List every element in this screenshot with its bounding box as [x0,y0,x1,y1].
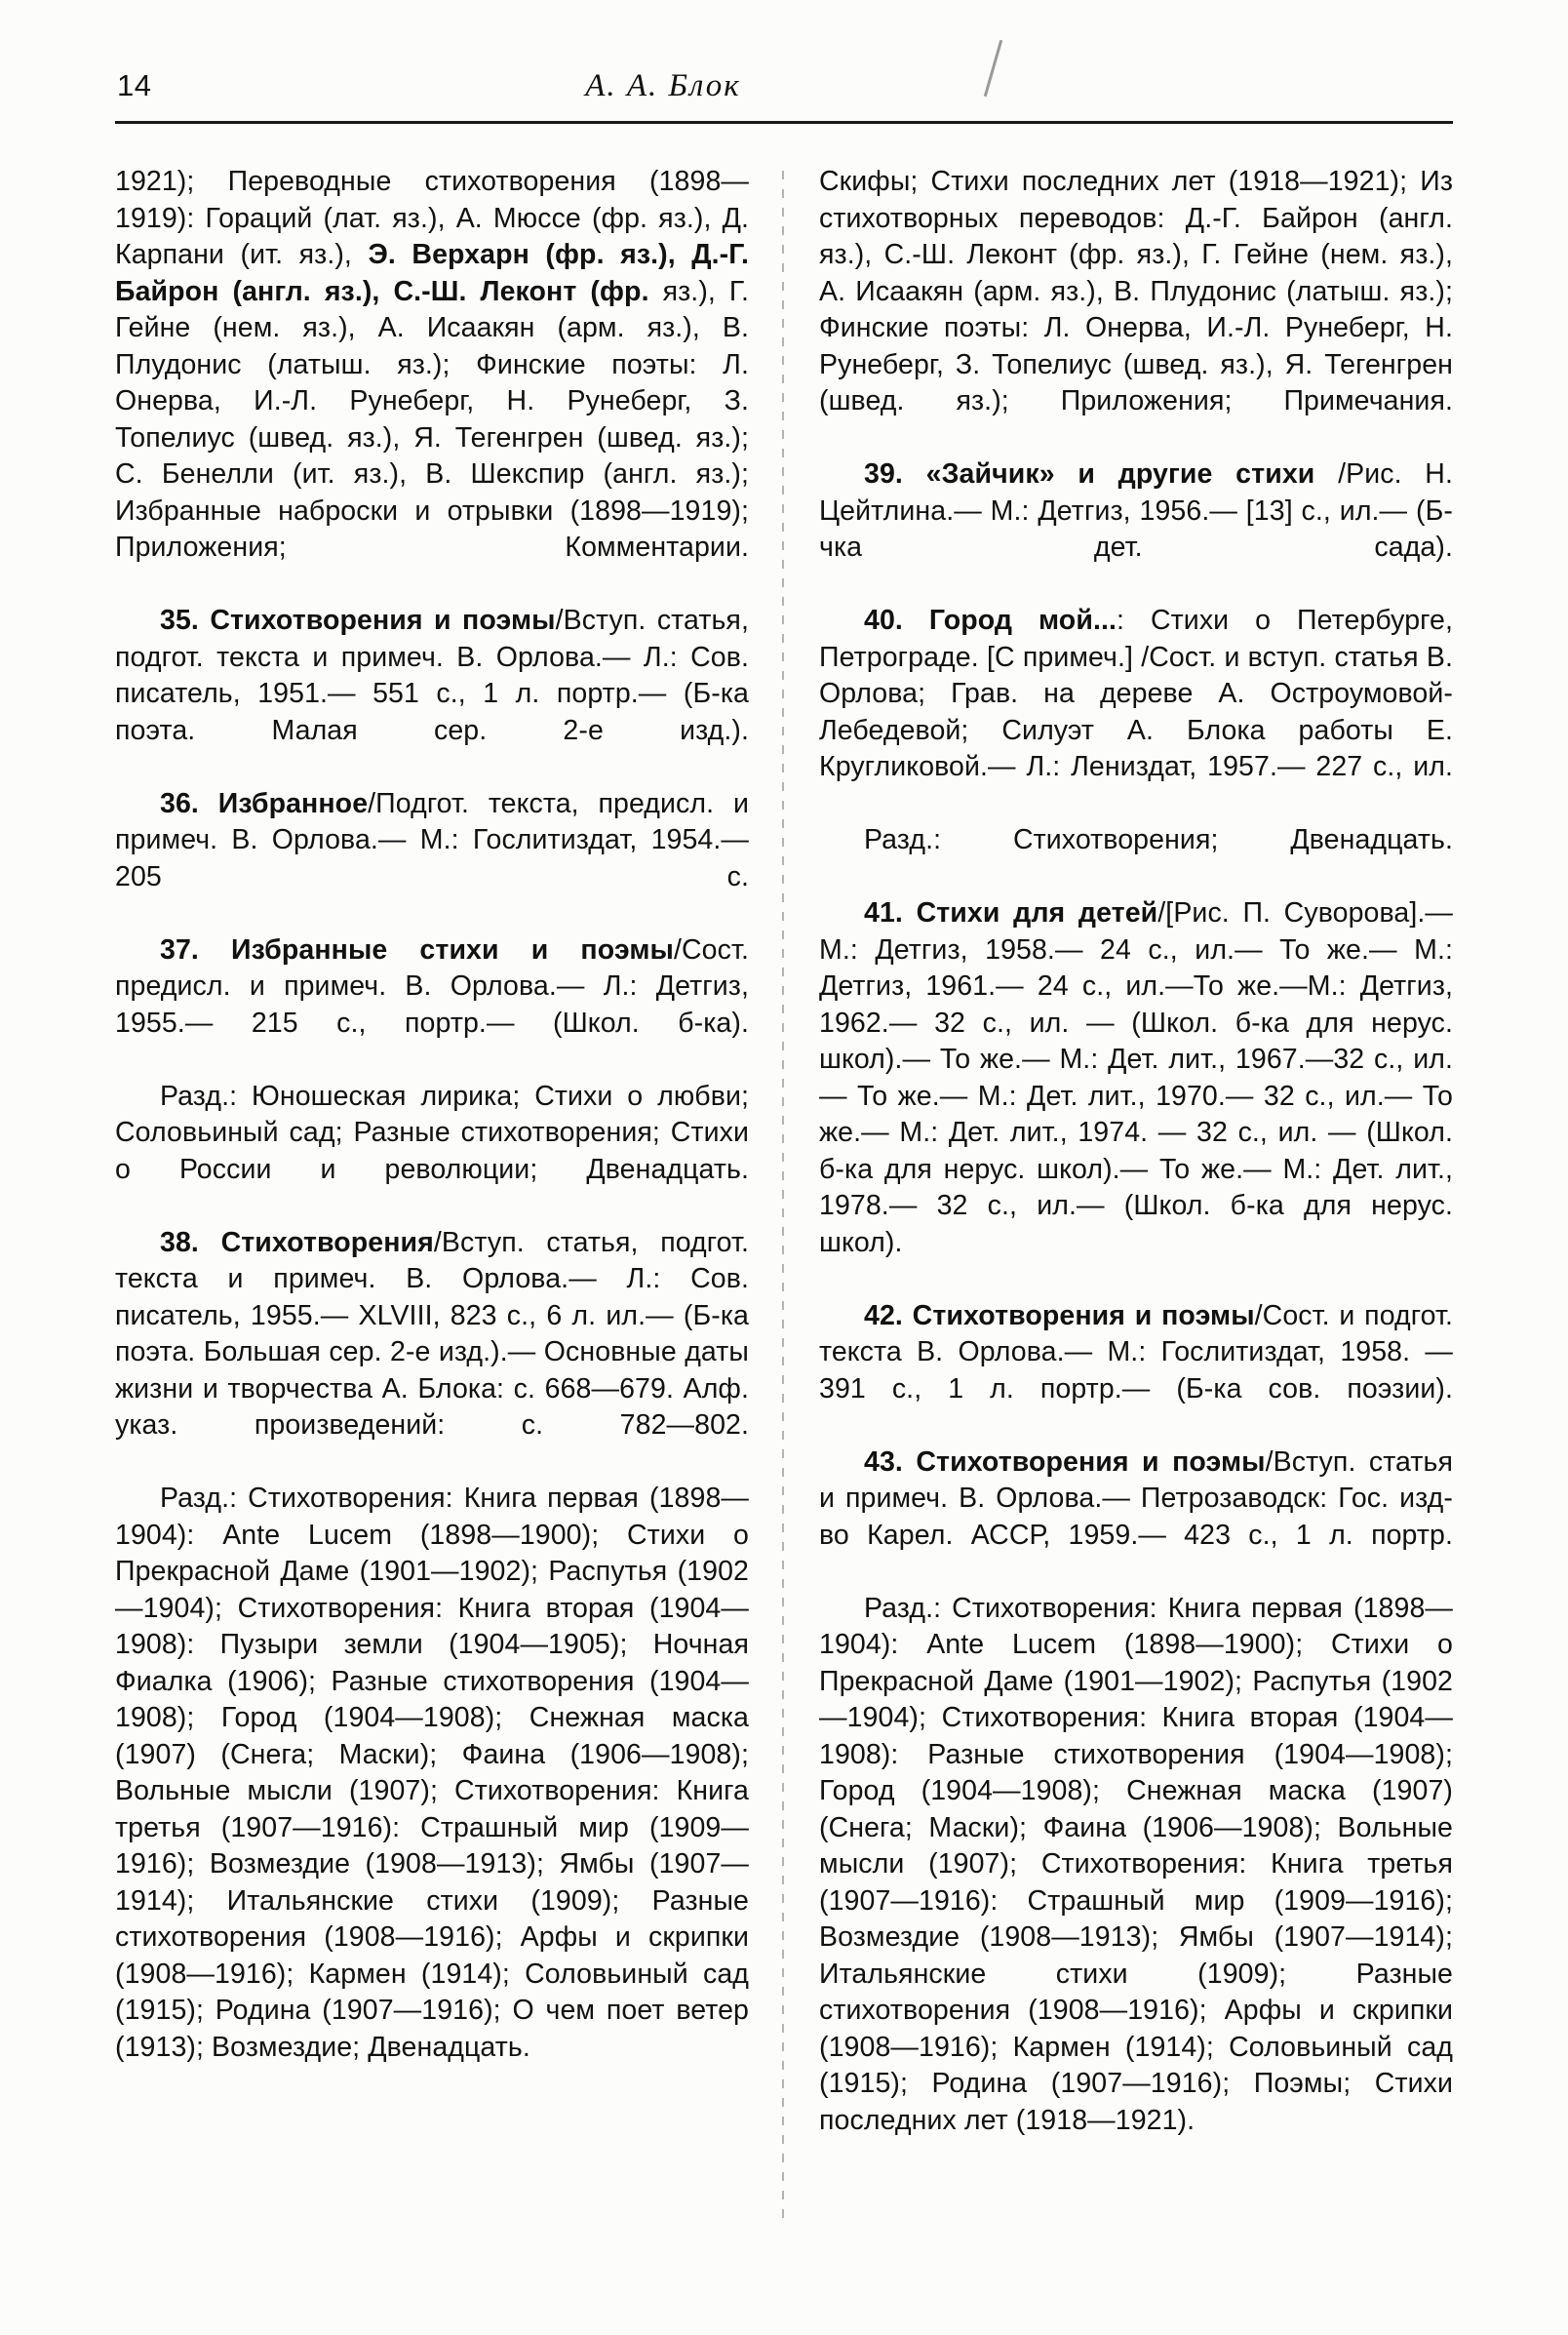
entry-title: Стихотворения и поэмы [912,1299,1255,1331]
entry-number: 39. [864,458,903,490]
entry-rest: /Вступ. статья, подгот. текста и примеч. В. Орлова.— Л.: Сов. писатель, 1951.— 551 с., 1 л. портр.— (Б-ка поэта. Малая сер. 2-е изд.). [115,605,749,746]
bibliography-entry-42 [819,1298,1453,1445]
entry-title: «Зайчик» и другие стихи [925,458,1315,490]
text-run: Разд.: Стихотворения; Двенадцать. [864,824,1453,855]
entry-rest: /[Рис. П. Суворова].— М.: Детгиз, 1958.— 24 с., ил.— То же.— М.: Детгиз, 1961.— 24 с., ил.—То же.—М.: Детгиз, 1962.— 32 с., ил. — (Школ. б-ка для нерус. школ).— То же.— М.: Дет. лит., 1967.—32 с., ил.— То же.— М.: Дет. лит., 1970.— 32 с., ил.— То же.— М.: Дет. лит., 1974. — 32 с., ил. — (Школ. б-ка для нерус. школ).— То же.— М.: Дет. лит., 1978.— 32 с., ил.— (Школ. б-ка для нерус. школ). [819,897,1453,1258]
bibliography-entry-40 [819,603,1453,822]
entry-rest: /Вступ. статья, подгот. текста и примеч. В. Орлова.— Л.: Сов. писатель, 1955.— XLVIII, 823 с., 6 л. ил.— (Б-ка поэта. Большая сер. 2-е изд.).— Основные даты жизни и творчества А. Блока: с. 668—679. Алф. указ. произведений: с. 782—802. [115,1226,749,1441]
text-run: Разд.: Стихотворения: Книга первая (1898—1904): Ante Lucem (1898—1900); Стихи о Прекрасной Даме (1901—1902); Распутья (1902—1904); Стихотворения: Книга вторая (1904—1908): Разные стихотворения (1904—1908); Город (1904—1908); Снежная маска (1907) (Снега; Маски); Фаина (1906—1908); Вольные мысли (1907); Стихотворения: Книга третья (1907—1916): Страшный мир (1909—1916); Возмездие (1908—1913); Ямбы (1907—1914); Итальянские стихи (1909); Разные стихотворения (1908—1916); Арфы и скрипки (1908—1916); Кармен (1914); Соловьиный сад (1915); Родина (1907—1916); Поэмы; Стихи последних лет (1918—1921). [819,1592,1453,2136]
bibliography-entry-35 [115,603,749,786]
text-run: Разд.: Юношеская лирика; Стихи о любви; Соловьиный сад; Разные стихотворения; Стихи о России и революции; Двенадцать. [115,1080,749,1185]
entry-rest: /Подгот. текста, предисл. и примеч. В. Орлова.— М.: Гослитиздат, 1954.— 205 с. [115,787,749,892]
entry-number: 43. [864,1445,903,1478]
entry-title: Город мой... [928,605,1117,636]
page-number: 14 [117,68,152,102]
bibliography-entry-38 [115,1225,749,1482]
paragraph-continuation [819,164,1453,456]
bibliography-entry-36 [115,786,749,932]
entry-title: Стихотворения и поэмы [916,1445,1266,1478]
left-column [115,164,749,2251]
paragraph-continuation [115,164,749,603]
entry-title: Избранное [217,787,369,819]
entry-number: 40. [864,605,903,636]
contents-note-38 [115,1481,749,2066]
entry-rest: /Сост. и подгот. текста В. Орлова.— М.: Гослитиздат, 1958. — 391 с., 1 л. портр.— (Б-ка сов. поэзии). [819,1299,1453,1405]
entry-number: 35. [160,605,199,636]
entry-rest: : Стихи о Петербурге, Петрограде. [С примеч.] /Сост. и вступ. статья В. Орлова; Грав. на дереве А. Остроумовой-Лебедевой; Силуэт А. Блока работы Е. Кругликовой.— Л.: Лениздат, 1957.— 227 с., ил. [819,605,1453,782]
entry-title: Стихотворения и поэмы [210,605,556,636]
entry-rest: /Рис. Н. Цейтлина.— М.: Детгиз, 1956.— [13] с., ил.— (Б-чка дет. сада). [819,458,1453,563]
entry-title: Избранные стихи и поэмы [231,933,674,966]
entry-number: 37. [160,933,199,966]
header-rule [115,121,1453,124]
two-column-body [115,164,1453,2251]
text-run: Скифы; Стихи последних лет (1918—1921); Из стихотворных переводов: Д.-Г. Байрон (англ. яз.), С.-Ш. Леконт (фр. яз.), Г. Гейне (нем. яз.), А. Исаакян (арм. яз.), В. Плудонис (латыш. яз.); Финские поэты: Л. Онерва, И.-Л. Рунеберг, Н. Рунеберг, З. Топелиус (швед. яз.), Я. Тегенгрен (швед. яз.); Приложения; Примечания. [819,166,1453,416]
contents-note-43 [819,1591,1453,2140]
text-run: 1921); Переводные стихотворения (1898—1919): Гораций (лат. яз.), А. Мюссе (фр. яз.), Д. Карпани (ит. яз.), Э. Верхарн (фр. яз.), Д.-Г. Байрон (англ. яз.), С.-Ш. Леконт (фр. яз.), Г. Гейне (нем. яз.), А. Исаакян (арм. яз.), В. Плудонис (латыш. яз.); Финские поэты: Л. Онерва, И.-Л. Рунеберг, Н. Рунеберг, З. Топелиус (швед. яз.), Я. Тегенгрен (швед. яз.); С. Бенелли (ит. яз.), В. Шекспир (англ. яз.); Избранные наброски и отрывки (1898—1919); Приложения; Комментарии. [115,166,749,563]
page-header [117,68,1453,107]
bibliography-entry-41 [819,895,1453,1298]
contents-note-40 [819,822,1453,895]
entry-title: Стихи для детей [916,897,1158,929]
bibliography-entry-39 [819,456,1453,603]
entry-title: Стихотворения [220,1226,434,1258]
entry-rest: /Сост. предисл. и примеч. В. Орлова.— Л.: Детгиз, 1955.— 215 с., портр.— (Школ. б-ка). [115,933,749,1039]
entry-number: 38. [160,1226,199,1258]
contents-note-37 [115,1079,749,1225]
text-run: Разд.: Стихотворения: Книга первая (1898—1904): Ante Lucem (1898—1900); Стихи о Прекрасной Даме (1901—1902); Распутья (1902—1904); Стихотворения: Книга вторая (1904—1908): Пузыри земли (1904—1905); Ночная Фиалка (1906); Разные стихотворения (1904—1908); Город (1904—1908); Снежная маска (1907) (Снега; Маски); Фаина (1906—1908); Вольные мысли (1907); Стихотворения: Книга третья (1907—1916): Страшный мир (1909—1916); Возмездие (1908—1913); Ямбы (1907—1914); Итальянские стихи (1909); Разные стихотворения (1908—1916); Арфы и скрипки (1908—1916); Кармен (1914); Соловьиный сад (1915); Родина (1907—1916); О чем поет ветер (1913); Возмездие; Двенадцать. [115,1483,749,2063]
right-column [819,164,1453,2251]
bibliography-entry-43 [819,1445,1453,1591]
entry-rest: /Вступ. статья и примеч. В. Орлова.— Петрозаводск: Гос. изд-во Карел. АССР, 1959.— 423 с., 1 л. портр. [819,1445,1453,1551]
entry-number: 41. [864,897,903,929]
entry-number: 36. [160,787,199,819]
running-title: А. А. Блок [585,68,741,103]
bibliography-entry-37 [115,932,749,1079]
entry-number: 42. [864,1299,903,1331]
